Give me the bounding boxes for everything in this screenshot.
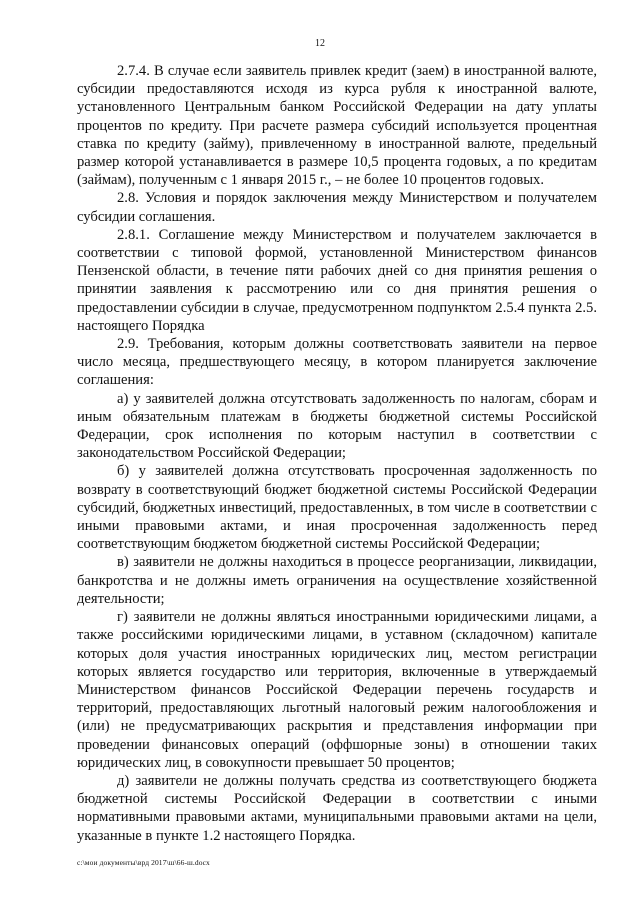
paragraph-item-b: б) у заявителей должна отсутствовать просроченная задолженность по возврату в соответствующий бюджет бюджетной системы Российской Федерации субсидий, бюджетных инвестиций, предоставленных, в том числе в соответствии с иными правовыми актами, и иная просроченная задолженность перед соответствующим бюджетом бюджетной системы Российской Федерации; (77, 463, 597, 553)
document-body (77, 62, 597, 845)
paragraph-2-7-4: 2.7.4. В случае если заявитель привлек кредит (заем) в иностранной валюте, субсидии предоставляются исходя из курса рубля к иностранной валюте, установленного Центральным банком Российской Федерации на дату уплаты процентов по кредиту. При расчете размера субсидий используется процентная ставка по кредиту (займу), привлеченному в иностранной валюте, предельный размер которой устанавливается в размере 10,5 процента годовых, а по кредитам (займам), полученным с 1 января 2015 г., – не более 10 процентов годовых. (77, 63, 597, 189)
paragraph-2-8-1: 2.8.1. Соглашение между Министерством и получателем заключается в соответствии с типовой формой, установленной Министерством финансов Пензенской области, в течение пяти рабочих дней со дня принятия решения о принятии заявления к рассмотрению или со дня принятия решения о предоставлении субсидии в случае, предусмотренном подпунктом 2.5.4 пункта 2.5. настоящего Порядка (77, 226, 597, 334)
paragraph-item-d: д) заявители не должны получать средства из соответствующего бюджета бюджетной системы Российской Федерации в соответствии с иными нормативными правовыми актами, муниципальными правовыми актами на цели, указанные в пункте 1.2 настоящего Порядка. (77, 772, 597, 844)
paragraph-item-a: а) у заявителей должна отсутствовать задолженность по налогам, сборам и иным обязательным платежам в бюджеты бюджетной системы Российской Федерации, срок исполнения по которым наступил в соответствии с законодательством Российской Федерации; (77, 390, 597, 462)
footer-file-path: c:\мои документы\врд 2017\ш\66-ш.docx (77, 858, 210, 867)
paragraph-2-8: 2.8. Условия и порядок заключения между Министерством и получателем субсидии соглашения. (77, 190, 597, 225)
paragraph-item-v: в) заявители не должны находиться в процессе реорганизации, ликвидации, банкротства и не должны иметь ограничения на осуществление хозяйственной деятельности; (77, 554, 597, 607)
paragraph-item-g: г) заявители не должны являться иностранными юридическими лицами, а также российскими юридическими лицами, в уставном (складочном) капитале которых доля участия иностранных юридических лиц, местом регистрации которых является государство или территория, включенные в утверждаемый Министерством финансов Российской Федерации перечень государств и территорий, предоставляющих льготный налоговый режим налогообложения и (или) не предусматривающих раскрытия и представления информации при проведении финансовых операций (оффшорные зоны) в отношении таких юридических лиц, в совокупности превышает 50 процентов; (77, 609, 597, 771)
page-number: 12 (315, 38, 325, 49)
paragraph-2-9: 2.9. Требования, которым должны соответствовать заявители на первое число месяца, предшествующего месяцу, в котором планируется заключение соглашения: (77, 336, 597, 389)
